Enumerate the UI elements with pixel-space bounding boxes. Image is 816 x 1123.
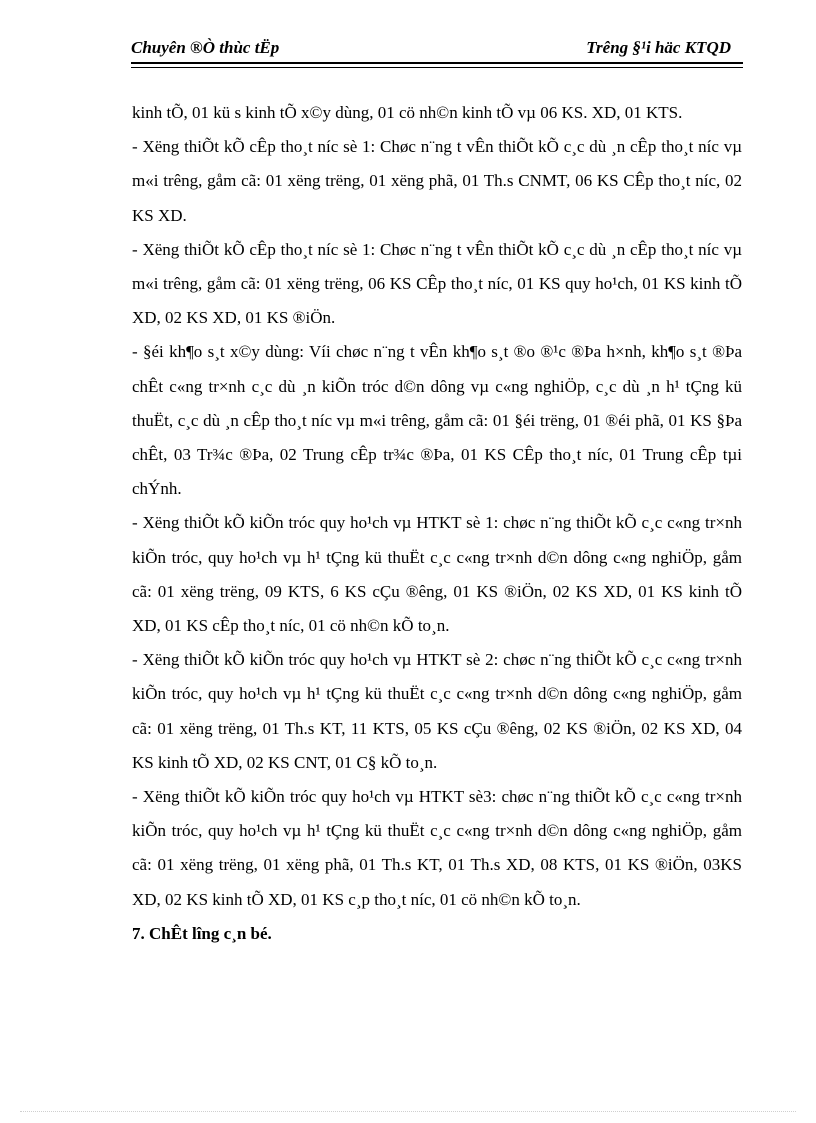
header-left-title: Chuyên ®Ò thùc tËp (131, 38, 280, 57)
paragraph: - §éi kh¶o s¸t x©y dùng: Víi chøc n¨ng t vÊn kh¶o s¸t ®o ®¹c ®Þa h×nh, kh¶o s¸t ®Þa chÊt c«ng tr×nh c¸c dù ¸n kiÕn tróc d©n dông vµ c«ng nghiÖp, c¸c dù ¸n h¹ tÇng kü thuËt, c¸c dù ¸n cÊp tho¸t níc vµ m«i trêng, gåm cã: 01 §éi trëng, 01 ®éi phã, 01 KS §Þa chÊt, 03 Tr¾c ®Þa, 02 Trung cÊp tr¾c ®Þa, 01 KS CÊp tho¸t níc, 01 Trung cÊp tµi chÝnh. (132, 342, 742, 499)
header-right-title: Trêng §¹i häc KTQD (586, 38, 731, 57)
page-header (131, 36, 743, 64)
paragraph: - Xëng thiÕt kÕ cÊp tho¸t níc sè 1: Chøc n¨ng t vÊn thiÕt kÕ c¸c dù ¸n cÊp tho¸t níc vµ m«i trêng, gåm cã: 01 xëng trëng, 01 xëng phã, 01 Th.s CNMT, 06 KS CÊp tho¸t níc, 02 KS XD. (132, 137, 742, 225)
document-body (132, 96, 742, 951)
section-heading: 7. ChÊt lîng c¸n bé. (132, 923, 272, 943)
paragraph: kinh tÕ, 01 kü s kinh tÕ x©y dùng, 01 cö nh©n kinh tÕ vµ 06 KS. XD, 01 KTS. (132, 103, 683, 122)
header-rule (131, 67, 743, 68)
footer-divider (20, 1111, 796, 1112)
paragraph: - Xëng thiÕt kÕ kiÕn tróc quy ho¹ch vµ HTKT sè3: chøc n¨ng thiÕt kÕ c¸c c«ng tr×nh kiÕn tróc, quy ho¹ch vµ h¹ tÇng kü thuËt c¸c c«ng tr×nh d©n dông c«ng nghiÖp, gåm cã: 01 xëng trëng, 01 xëng phã, 01 Th.s KT, 01 Th.s XD, 08 KTS, 01 KS ®iÖn, 03KS XD, 02 KS kinh tÕ XD, 01 KS c¸p tho¸t níc, 01 cö nh©n kÕ to¸n. (132, 787, 742, 909)
paragraph: - Xëng thiÕt kÕ kiÕn tróc quy ho¹ch vµ HTKT sè 2: chøc n¨ng thiÕt kÕ c¸c c«ng tr×nh kiÕn tróc, quy ho¹ch vµ h¹ tÇng kü thuËt c¸c c«ng tr×nh d©n dông c«ng nghiÖp, gåm cã: 01 xëng trëng, 01 Th.s KT, 11 KTS, 05 KS cÇu ®êng, 02 KS ®iÖn, 02 KS XD, 04 KS kinh tÕ XD, 02 KS CNT, 01 C§ kÕ to¸n. (132, 650, 742, 772)
paragraph: - Xëng thiÕt kÕ kiÕn tróc quy ho¹ch vµ HTKT sè 1: chøc n¨ng thiÕt kÕ c¸c c«ng tr×nh kiÕn tróc, quy ho¹ch vµ h¹ tÇng kü thuËt c¸c c«ng tr×nh d©n dông c«ng nghiÖp, gåm cã: 01 xëng trëng, 09 KTS, 6 KS cÇu ®êng, 01 KS ®iÖn, 02 KS XD, 01 KS kinh tÕ XD, 01 KS cÊp tho¸t níc, 01 cö nh©n kÕ to¸n. (132, 513, 742, 636)
paragraph: - Xëng thiÕt kÕ cÊp tho¸t níc sè 1: Chøc n¨ng t vÊn thiÕt kÕ c¸c dù ¸n cÊp tho¸t níc vµ m«i trêng, gåm cã: 01 xëng trëng, 06 KS CÊp tho¸t níc, 01 KS quy ho¹ch, 01 KS kinh tÕ XD, 02 KS XD, 01 KS ®iÖn. (132, 239, 742, 328)
